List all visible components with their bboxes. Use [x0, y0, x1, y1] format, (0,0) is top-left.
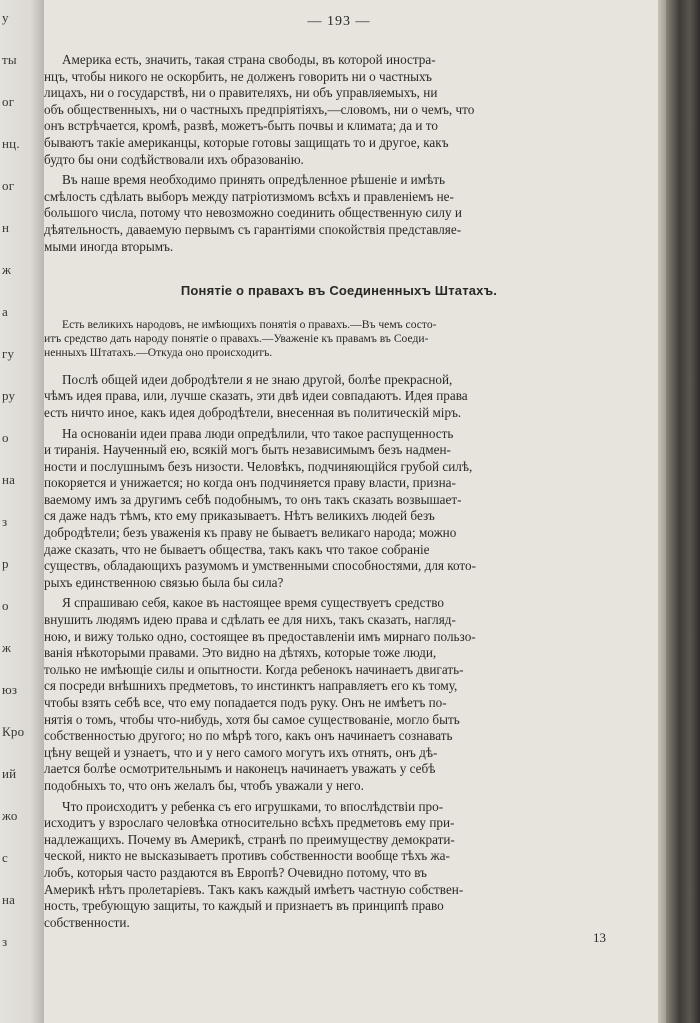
text-line: добродѣтели; безъ уваженія къ праву не бываетъ великаго народа; можно	[44, 525, 457, 541]
paragraph-1	[44, 52, 634, 168]
text-line: дѣятельность, даваемую первымъ съ гарантіями спокойствія представляе-	[44, 221, 462, 237]
left-page-fragment: Кро	[2, 724, 25, 739]
left-page-fragment: ог	[2, 178, 15, 193]
text-line: лицахъ, ни о государствѣ, ни о правителяхъ, ни объ управляемыхъ, ни	[44, 85, 438, 101]
text-line: ною, и вижу только одно, состоящее въ предоставленіи имъ мирнаго пользо-	[44, 628, 476, 644]
text-line: подобныхъ то, что онъ желалъ бы, чтобъ уважали у него.	[44, 777, 364, 793]
left-page-fragment: ты	[2, 52, 17, 67]
left-page-fragment: с	[2, 850, 8, 865]
text-line: и тиранія. Наученный ею, всякій могъ быть независимымъ безъ надмен-	[44, 442, 451, 458]
left-page-fragment: жо	[2, 808, 18, 823]
text-line: нятія о томъ, чтобы что-нибудь, хотя бы самое существованіе, могло быть	[44, 711, 460, 727]
section-heading: Понятіе о правахъ въ Соединенныхъ Штатахъ.	[180, 283, 498, 299]
text-line: объ общественныхъ, ни о частныхъ предпріятіяхъ,—словомъ, ни о чемъ, что	[44, 101, 475, 117]
text-line: Америкѣ нѣтъ пролетаріевъ. Такъ какъ каждый имѣетъ частную собствен-	[44, 881, 464, 897]
paragraph-6	[44, 799, 634, 932]
text-line: покоряется и унижается; но когда онъ подчиняется праву власти, призна-	[44, 475, 456, 491]
paragraph-2	[44, 172, 634, 255]
text-line: Есть великихъ народовъ, не имѣющихъ понятія о правахъ.—Въ чемъ состо-	[62, 317, 437, 331]
left-page-fragment: ж	[2, 262, 12, 277]
text-line: будто бы они содѣйствовали ихъ образованію.	[44, 151, 304, 167]
text-line: надлежащихъ. Почему въ Америкѣ, странѣ по преимуществу демократи-	[44, 831, 455, 847]
book-binding	[666, 0, 700, 1023]
left-page-fragment: о	[2, 430, 9, 445]
text-line: онъ встрѣчается, кромѣ, развѣ, можетъ-быть почвы и климата; да и то	[44, 118, 438, 134]
text-line: существъ, обладающихъ разумомъ и умственными способностями, для кото-	[44, 558, 476, 574]
text-line: собственности.	[44, 914, 130, 930]
paragraph-5	[44, 595, 634, 794]
text-line: ческой, никто не высказываетъ противъ собственности вообще тѣхъ жа-	[44, 848, 450, 864]
text-line: итъ средство дать народу понятіе о правахъ.—Уваженіе къ правамъ въ Соеди-	[44, 331, 429, 345]
text-line: ся посреди внѣшнихъ предметовъ, то инстинктъ направляетъ его къ тому,	[44, 678, 458, 694]
text-line: мыми иногда вторымъ.	[44, 238, 174, 254]
text-line: лается болѣе осмотрительнымъ и наконецъ начинаетъ уважать у себѣ	[44, 761, 436, 777]
text-line: даже сказать, что не бываетъ общества, такъ какъ что такое собраніе	[44, 541, 430, 557]
text-line: исходитъ у взрослаго человѣка относительно всѣхъ предметовъ ему при-	[44, 815, 455, 831]
text-line: Америка есть, значить, такая страна свободы, въ которой иностра-	[62, 52, 436, 67]
text-line: смѣлость сдѣлать выборъ между патріотизмомъ всѣхъ и правленіемъ не-	[44, 188, 454, 204]
left-page-fragment: з	[2, 514, 8, 529]
left-page-fragment: ог	[2, 94, 15, 109]
left-page-fragment: з	[2, 934, 8, 949]
left-page-fragment: на	[2, 892, 16, 907]
text-line: собственностью другого; но по мѣрѣ того, какъ онъ начинаетъ сознавать	[44, 728, 453, 744]
left-page-fragment: гу	[2, 346, 15, 361]
left-page-edge	[0, 0, 44, 1023]
text-line: ненныхъ Штатахъ.—Откуда оно происходитъ.	[44, 345, 273, 359]
text-line: ваемому имъ за другимъ себѣ подобнымъ, то онъ такъ сказать возвышает-	[44, 491, 462, 507]
book-page	[44, 0, 658, 1023]
left-page-fragment: ру	[2, 388, 16, 403]
left-page-fragment: на	[2, 472, 16, 487]
text-line: внушить людямъ идею права и сдѣлать ее для нихъ, такъ сказать, нагляд-	[44, 612, 456, 628]
text-line: нцъ, чтобы никого не оскорбить, не долженъ говорить ни о частныхъ	[44, 68, 432, 84]
text-line: чѣмъ идея права, или, лучше сказать, эти двѣ идеи совпадаютъ. Идея права	[44, 388, 468, 404]
text-line: лобъ, которыя часто раздаются въ Европѣ? Очевидно потому, что въ	[44, 864, 427, 880]
text-line: Послѣ общей идеи добродѣтели я не знаю другой, болѣе прекрасной,	[62, 371, 453, 387]
left-page-fragment: юз	[2, 682, 18, 697]
text-line: ности и послушнымъ безъ низости. Человѣкъ, подчиняющійся грубой силѣ,	[44, 458, 473, 474]
text-line: большого числа, потому что невозможно соединить общественную силу и	[44, 205, 462, 221]
left-page-fragment: о	[2, 598, 9, 613]
left-page-fragment: ж	[2, 640, 12, 655]
text-line: Я спрашиваю себя, какое въ настоящее время существуетъ средство	[62, 595, 444, 611]
left-page-fragment: а	[2, 304, 8, 319]
page-number: — 193 —	[307, 14, 371, 29]
page-block-edge	[658, 0, 666, 1023]
text-line: бываютъ такіе американцы, которые готовы защищать то и другое, какъ	[44, 134, 449, 150]
left-page-fragment: нц.	[2, 136, 20, 151]
signature-mark: 13	[593, 930, 606, 945]
text-line: ность, требующую защиты, то каждый и признаетъ въ принципѣ право	[44, 898, 444, 914]
paragraph-3	[44, 372, 634, 422]
section-summary	[44, 318, 634, 360]
text-line: Въ наше время необходимо принять опредѣленное рѣшеніе и имѣть	[62, 172, 446, 188]
page-content	[44, 52, 634, 935]
paragraph-4	[44, 426, 634, 592]
text-line: цѣну вещей и узнаетъ, что и у него самого могутъ ихъ отнять, онъ дѣ-	[44, 744, 438, 760]
text-line: есть ничто иное, какъ идея добродѣтели, внесенная въ политическій міръ.	[44, 404, 462, 420]
text-line: рыхъ единственною связью была бы сила?	[44, 574, 284, 590]
text-line: только не имѣющіе силы и опытности. Когда ребенокъ начинаетъ двигать-	[44, 661, 464, 677]
left-page-fragment: р	[2, 556, 9, 571]
text-line: ся даже надъ тѣмъ, кто ему приказываетъ. Нѣтъ великихъ людей безъ	[44, 508, 435, 524]
text-line: На основаніи идеи права люди опредѣлили, что такое распущенность	[62, 425, 454, 441]
text-line: ванія нѣкоторыми правами. Это видно на дѣтяхъ, которые тоже люди,	[44, 645, 437, 661]
left-page-fragment: у	[2, 10, 9, 25]
left-page-fragment: н	[2, 220, 10, 235]
text-line: чтобы взять себѣ все, что ему попадается подъ руку. Онъ не имѣетъ по-	[44, 695, 447, 710]
text-line: Что происходитъ у ребенка съ его игрушками, то впослѣдствіи про-	[62, 798, 444, 814]
left-page-fragment: ий	[2, 766, 17, 781]
